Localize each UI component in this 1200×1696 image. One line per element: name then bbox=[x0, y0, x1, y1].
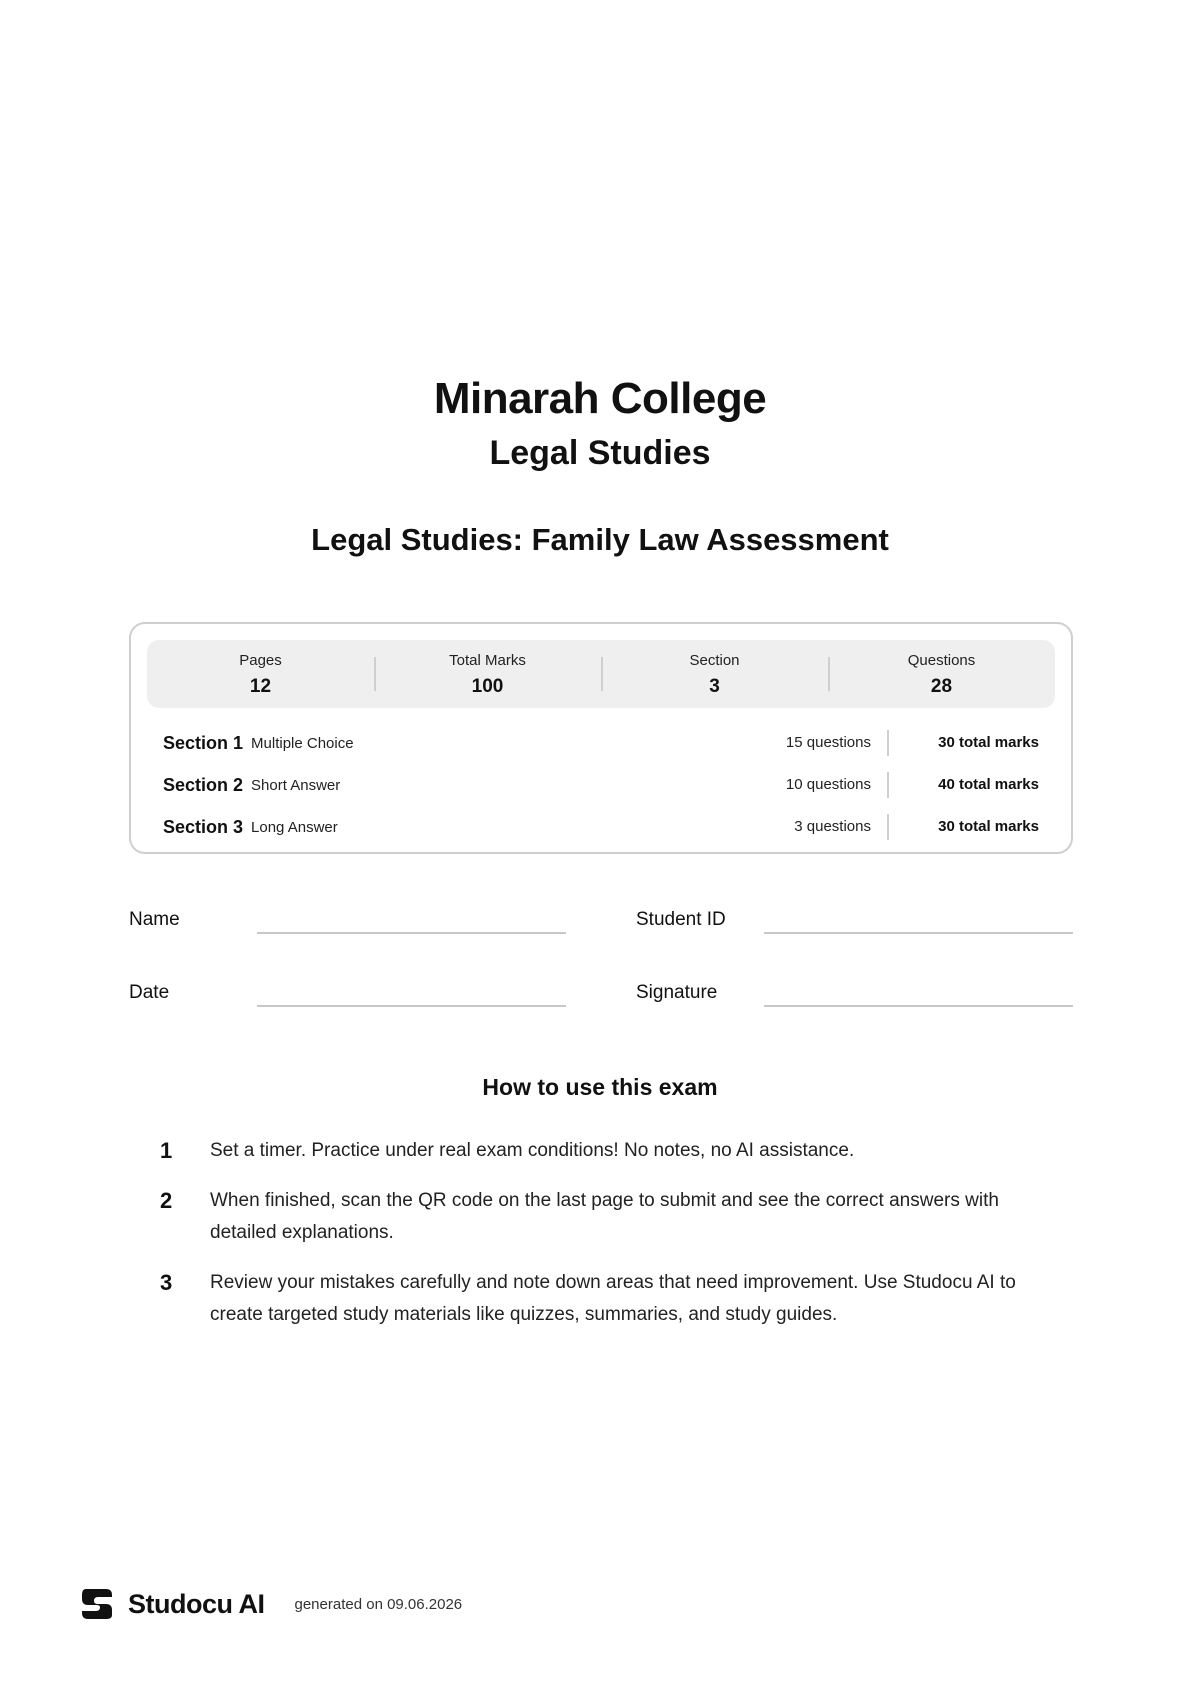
date-label: Date bbox=[129, 982, 170, 1003]
section-question-count: 3 questions bbox=[779, 814, 889, 840]
stat-value: 100 bbox=[471, 675, 504, 697]
brand-name: Studocu AI bbox=[128, 1588, 265, 1619]
stat-pages bbox=[147, 651, 374, 698]
howto-title: How to use this exam bbox=[482, 1074, 718, 1100]
section-name: Section 2 bbox=[163, 774, 244, 795]
stat-label: Pages bbox=[239, 651, 282, 669]
exam-summary-card bbox=[129, 622, 1073, 854]
exam-header bbox=[0, 372, 1200, 560]
subject-name: Legal Studies bbox=[489, 434, 711, 472]
step-number: 1 bbox=[160, 1138, 173, 1163]
section-name: Section 1 bbox=[163, 732, 244, 753]
section-marks: 30 total marks bbox=[938, 818, 1039, 835]
generated-date: generated on 09.06.2026 bbox=[294, 1595, 463, 1613]
name-field[interactable] bbox=[129, 900, 636, 973]
section-marks: 40 total marks bbox=[938, 776, 1039, 793]
name-label: Name bbox=[129, 909, 180, 930]
stat-value: 28 bbox=[930, 675, 953, 697]
section-row bbox=[163, 806, 1039, 848]
section-list bbox=[163, 722, 1039, 848]
date-field[interactable] bbox=[129, 973, 636, 1046]
student-id-input-line[interactable] bbox=[764, 900, 1073, 934]
step-number: 2 bbox=[160, 1188, 173, 1213]
exam-title: Legal Studies: Family Law Assessment bbox=[311, 522, 889, 557]
signature-input-line[interactable] bbox=[764, 973, 1073, 1007]
step-item bbox=[160, 1185, 1060, 1249]
stat-questions bbox=[828, 651, 1055, 698]
studocu-logo-icon bbox=[78, 1585, 116, 1623]
school-name: Minarah College bbox=[433, 374, 767, 423]
stat-total-marks bbox=[374, 651, 601, 698]
stats-bar bbox=[147, 640, 1055, 708]
step-text: Review your mistakes carefully and note down areas that need improvement. Use Studocu AI to create targeted study materials like quizzes, summaries, and study guides. bbox=[210, 1272, 1016, 1325]
step-item bbox=[160, 1135, 1060, 1167]
section-marks: 30 total marks bbox=[938, 734, 1039, 751]
step-item bbox=[160, 1267, 1060, 1331]
student-id-label: Student ID bbox=[636, 909, 726, 930]
signature-field[interactable] bbox=[636, 973, 1073, 1046]
step-number: 3 bbox=[160, 1270, 173, 1295]
section-type: Long Answer bbox=[251, 818, 338, 836]
name-input-line[interactable] bbox=[257, 900, 566, 934]
section-question-count: 10 questions bbox=[779, 772, 889, 798]
student-id-field[interactable] bbox=[636, 900, 1073, 973]
step-text: Set a timer. Practice under real exam conditions! No notes, no AI assistance. bbox=[210, 1140, 855, 1161]
field-row bbox=[129, 900, 1073, 973]
stat-label: Total Marks bbox=[449, 651, 526, 669]
stat-label: Section bbox=[689, 651, 740, 669]
section-row bbox=[163, 764, 1039, 806]
stat-value: 12 bbox=[249, 675, 272, 697]
stat-sections bbox=[601, 651, 828, 698]
stat-value: 3 bbox=[709, 675, 720, 697]
stat-label: Questions bbox=[907, 651, 976, 669]
field-row bbox=[129, 973, 1073, 1046]
howto-steps bbox=[160, 1135, 1060, 1349]
section-question-count: 15 questions bbox=[779, 730, 889, 756]
section-name: Section 3 bbox=[163, 816, 244, 837]
signature-label: Signature bbox=[636, 982, 718, 1003]
footer bbox=[78, 1585, 462, 1623]
section-type: Multiple Choice bbox=[251, 734, 354, 752]
date-input-line[interactable] bbox=[257, 973, 566, 1007]
step-text: When finished, scan the QR code on the last page to submit and see the correct answers with detailed explanations. bbox=[210, 1190, 999, 1243]
student-info-fields bbox=[129, 900, 1073, 1046]
section-type: Short Answer bbox=[251, 776, 341, 794]
section-row bbox=[163, 722, 1039, 764]
